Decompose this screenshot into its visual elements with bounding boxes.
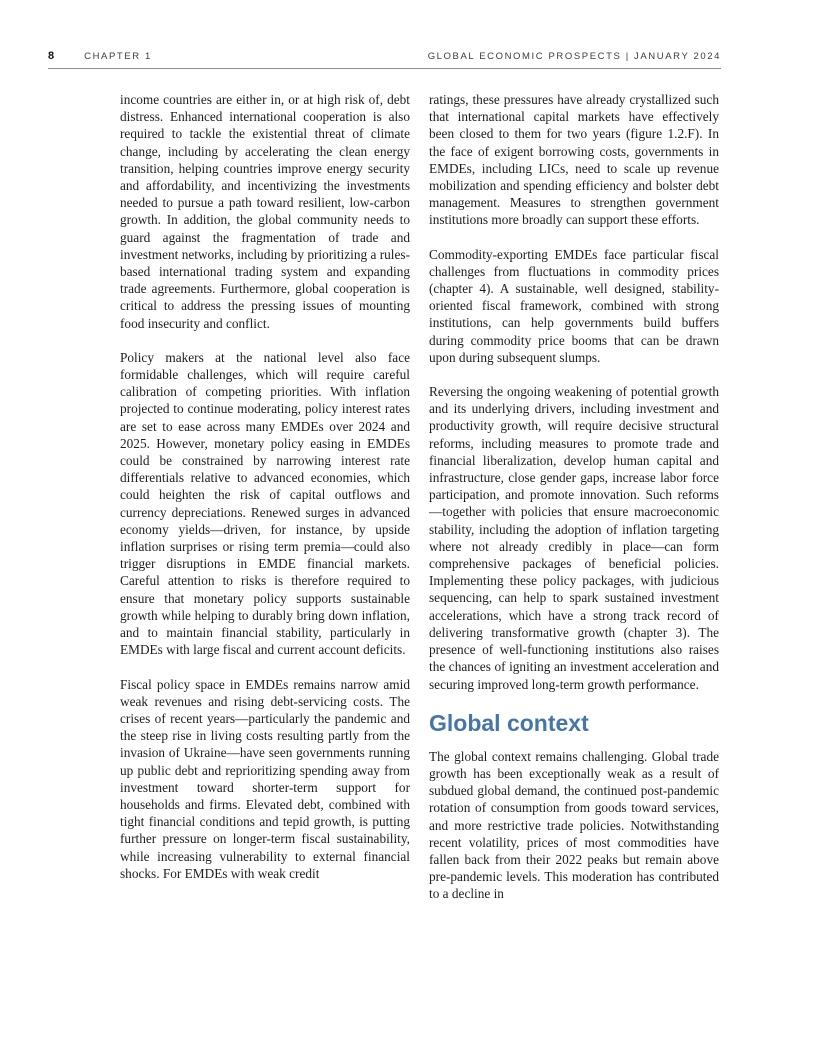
- publication-title: GLOBAL ECONOMIC PROSPECTS | JANUARY 2024: [427, 51, 721, 62]
- running-header: [48, 50, 721, 62]
- paragraph: The global context remains challenging. Global trade growth has been exceptionally weak as a result of subdued global demand, the continued post-pandemic rotation of consumption from goods toward services, and more restrictive trade policies. Notwithstanding recent volatility, prices of most commodities have fallen back from their 2022 peaks but remain above pre-pandemic levels. This moderation has contributed to a decline in: [429, 748, 719, 902]
- section-heading-global-context: Global context: [429, 709, 589, 736]
- paragraph: Fiscal policy space in EMDEs remains narrow amid weak revenues and rising debt-servicing costs. The crises of recent years—particularly the pandemic and the steep rise in living costs resulting partly from the invasion of Ukraine—have seen governments running up public debt and reprioritizing spending away from investment toward shorter-term support for households and firms. Elevated debt, combined with tight financial conditions and tepid growth, is putting further pressure on longer-term fiscal sustainability, while increasing vulnerability to external financial shocks. For EMDEs with weak credit: [120, 676, 410, 881]
- paragraph: Policy makers at the national level also face formidable challenges, which will require careful calibration of competing priorities. With inflation projected to continue moderating, policy interest rates are set to ease across many EMDEs over 2024 and 2025. However, monetary policy easing in EMDEs could be constrained by narrowing interest rate differentials relative to advanced economies, which could heighten the risk of capital outflows and currency depreciations. Renewed surges in advanced economy yields—driven, for instance, by upside inflation surprises or rising term premia—could also trigger disruptions in EMDE financial markets. Careful attention to risks is therefore required to ensure that monetary policy supports sustainable growth while helping to durably bring down inflation, and to maintain financial stability, particularly in EMDEs with large fiscal and current account deficits.: [120, 349, 410, 658]
- right-column: [429, 91, 719, 920]
- page-number: 8: [48, 50, 55, 62]
- left-column: [120, 91, 410, 920]
- paragraph: ratings, these pressures have already crystallized such that international capital markets have effectively been closed to them for two years (figure 1.2.F). In the face of exigent borrowing costs, governments in EMDEs, including LICs, need to scale up revenue mobilization and spending efficiency and bolster debt management. Measures to strengthen government institutions more broadly can support these efforts.: [429, 92, 719, 228]
- chapter-label: CHAPTER 1: [84, 51, 152, 62]
- paragraph: income countries are either in, or at high risk of, debt distress. Enhanced international cooperation is also required to tackle the existential threat of climate change, including by accelerating the clean energy transition, helping countries improve energy security and affordability, and incentivizing the investments needed to pursue a path toward resilient, low-carbon growth. In addition, the global community needs to guard against the fragmentation of trade and investment networks, including by prioritizing a rules-based international trading system and expanding trade agreements. Furthermore, global cooperation is critical to address the pressing issues of mounting food insecurity and conflict.: [120, 92, 410, 331]
- paragraph: Reversing the ongoing weakening of potential growth and its underlying drivers, including investment and productivity growth, will require decisive structural reforms, including measures to promote trade and financial liberalization, develop human capital and infrastructure, close gender gaps, increase labor force participation, and promote innovation. Such reforms—together with policies that ensure macroeconomic stability, including the adoption of inflation targeting where not already credibly in place—can form comprehensive packages of beneficial policies. Implementing these policy packages, with judicious sequencing, can help to spark sustained investment accelerations, which have a strong track record of delivering transformative growth (chapter 3). The presence of well-functioning institutions also raises the chances of igniting an investment acceleration and securing improved long-term growth performance.: [429, 384, 719, 692]
- header-rule: [48, 68, 721, 69]
- two-column-text-block: [120, 91, 720, 920]
- paragraph: Commodity-exporting EMDEs face particular fiscal challenges from fluctuations in commodity prices (chapter 4). A sustainable, well designed, stability-oriented fiscal framework, combined with strong institutions, can help governments build buffers during commodity price booms that can be drawn upon during subsequent slumps.: [429, 246, 719, 365]
